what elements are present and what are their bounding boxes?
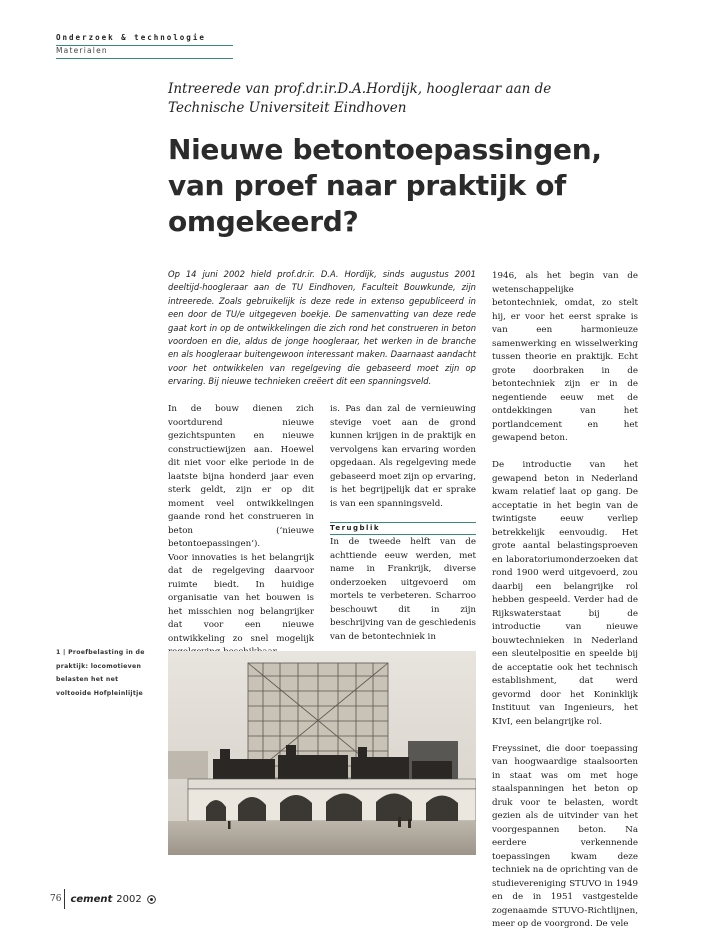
body-column-2-top	[330, 403, 476, 511]
paragraph: is. Pas dan zal de vernieuwing stevige voet aan de grond kunnen krijgen in de praktijk en vervolgens kan ervaring worden opgedaan. Als regelgeving mede gebaseerd moet zijn op ervaring, is het begrijpelijk dat er sprake is van een spanningsveld.	[330, 404, 476, 509]
paragraph: In de tweede helft van de achttiende eeuw werden, met name in Frankrijk, diverse onderzoeken uitgevoerd om mortels te verbeteren. Scharroo beschouwt dit in zijn beschrijving van de geschiedenis van de betontechniek in	[330, 537, 476, 642]
section-header: Onderzoek & technologie	[56, 33, 233, 46]
journal-name: cement	[70, 893, 113, 905]
subsection-header: Materialen	[56, 46, 233, 59]
article-subtitle: Intreerede van prof.dr.ir.D.A.Hordijk, hoogleraar aan de Technische Universiteit Eindhoven	[168, 81, 552, 116]
footer-divider	[64, 889, 65, 909]
journal-year: 2002	[116, 893, 142, 905]
article-intro: Op 14 juni 2002 hield prof.dr.ir. D.A. Hordijk, sinds augustus 2001 deeltijd-hoogleraar aan de TU Eindhoven, Faculteit Bouwkunde, zijn intreerede. Zoals gebruikelijk is deze rede in extenso gepubliceerd in een door de TU/e uitgegeven boekje. De samenvatting van deze rede gaat kort in op de ontwikkelingen die zich rond het construeren in beton voordoen en die, aldus de jonge hoogleraar, het werken in de branche en als hoogleraar buitengewoon interessant maken. Daarnaast aandacht voor het ontwikkelen van regelgeving die gebaseerd moet zijn op ervaring. Bij nieuwe technieken creëert dit een spanningsveld.	[168, 269, 476, 387]
paragraph: Freyssinet, die door toepassing van hoogwaardige staalsoorten in staat was om met hoge staalspanningen het beton op druk voor te belasten, wordt gezien als de uitvinder van het voorgespannen beton. Na eerdere verkennende toepassingen kwam deze techniek na de oprichting van de studievereniging STUVO in 1949 en de in 1951 vastgestelde zogenaamde STUVO-Richtlijnen, meer op de voorgrond. De vele	[492, 743, 638, 929]
paragraph: De introductie van het gewapend beton in Nederland kwam relatief laat op gang. De acceptatie in het begin van de twintigste eeuw verliep betrekkelijk eenvoudig. Het grote aantal belastingsproeven en laboratoriumonderzoeken dat rond 1900 werd uitgevoerd, zou daarbij een belangrijke rol hebben gespeeld. Verder had de Rijkswaterstaat bij de introductie van nieuwe bouwtechnieken in Nederland een sleutelpositie en speelde bij de acceptatie ook het technisch establishment, dat werd gevormd door het Koninklijk Instituut van Ingenieurs, het KIvI, een belangrijke rol.	[492, 460, 638, 727]
body-column-2-bottom	[330, 536, 476, 644]
article-title: Nieuwe betontoepassingen, van proef naar praktijk of omgekeerd?	[168, 133, 602, 238]
photo-caption: 1 | Proefbelasting in de praktijk: locomotieven belasten het net voltooide Hofpleinlijtje	[56, 649, 145, 697]
paragraph: Voor innovaties is het belangrijk dat de regelgeving daarvoor ruimte biedt. In huidige organisatie van het bouwen is het misschien nog belangrijker dat voor een nieuwe ontwikkeling zo snel mogelijk	[168, 552, 314, 644]
body-column-1	[168, 403, 314, 660]
body-column-3	[492, 270, 638, 945]
flower-logo-icon	[147, 895, 156, 904]
section-subheading: Terugblik	[330, 522, 476, 535]
paragraph: 1946, als het begin van de wetenschappelijke betontechniek, omdat, zo stelt hij, er voor het eerst sprake is van een harmonieuze samenwerking en wisselwerking tussen theorie en praktijk. Echt grote doorbraken in de betontechniek zijn er in de negentiende eeuw met de ontdekkingen van het portlandcement en het gewapend beton.	[492, 271, 638, 443]
page-number: 76	[50, 894, 62, 904]
paragraph: In de bouw dienen zich voortdurend nieuwe gezichtspunten en nieuwe constructiewijzen aan. Hoewel dit niet voor elke periode in de laatste bijna honderd jaar even sterk geldt, zijn er op dit moment veel ontwikkelingen gaande rond het construeren in beton (‘nieuwe betontoepassingen’).	[168, 404, 314, 549]
historic-photo	[168, 651, 476, 855]
page-footer	[50, 888, 156, 910]
